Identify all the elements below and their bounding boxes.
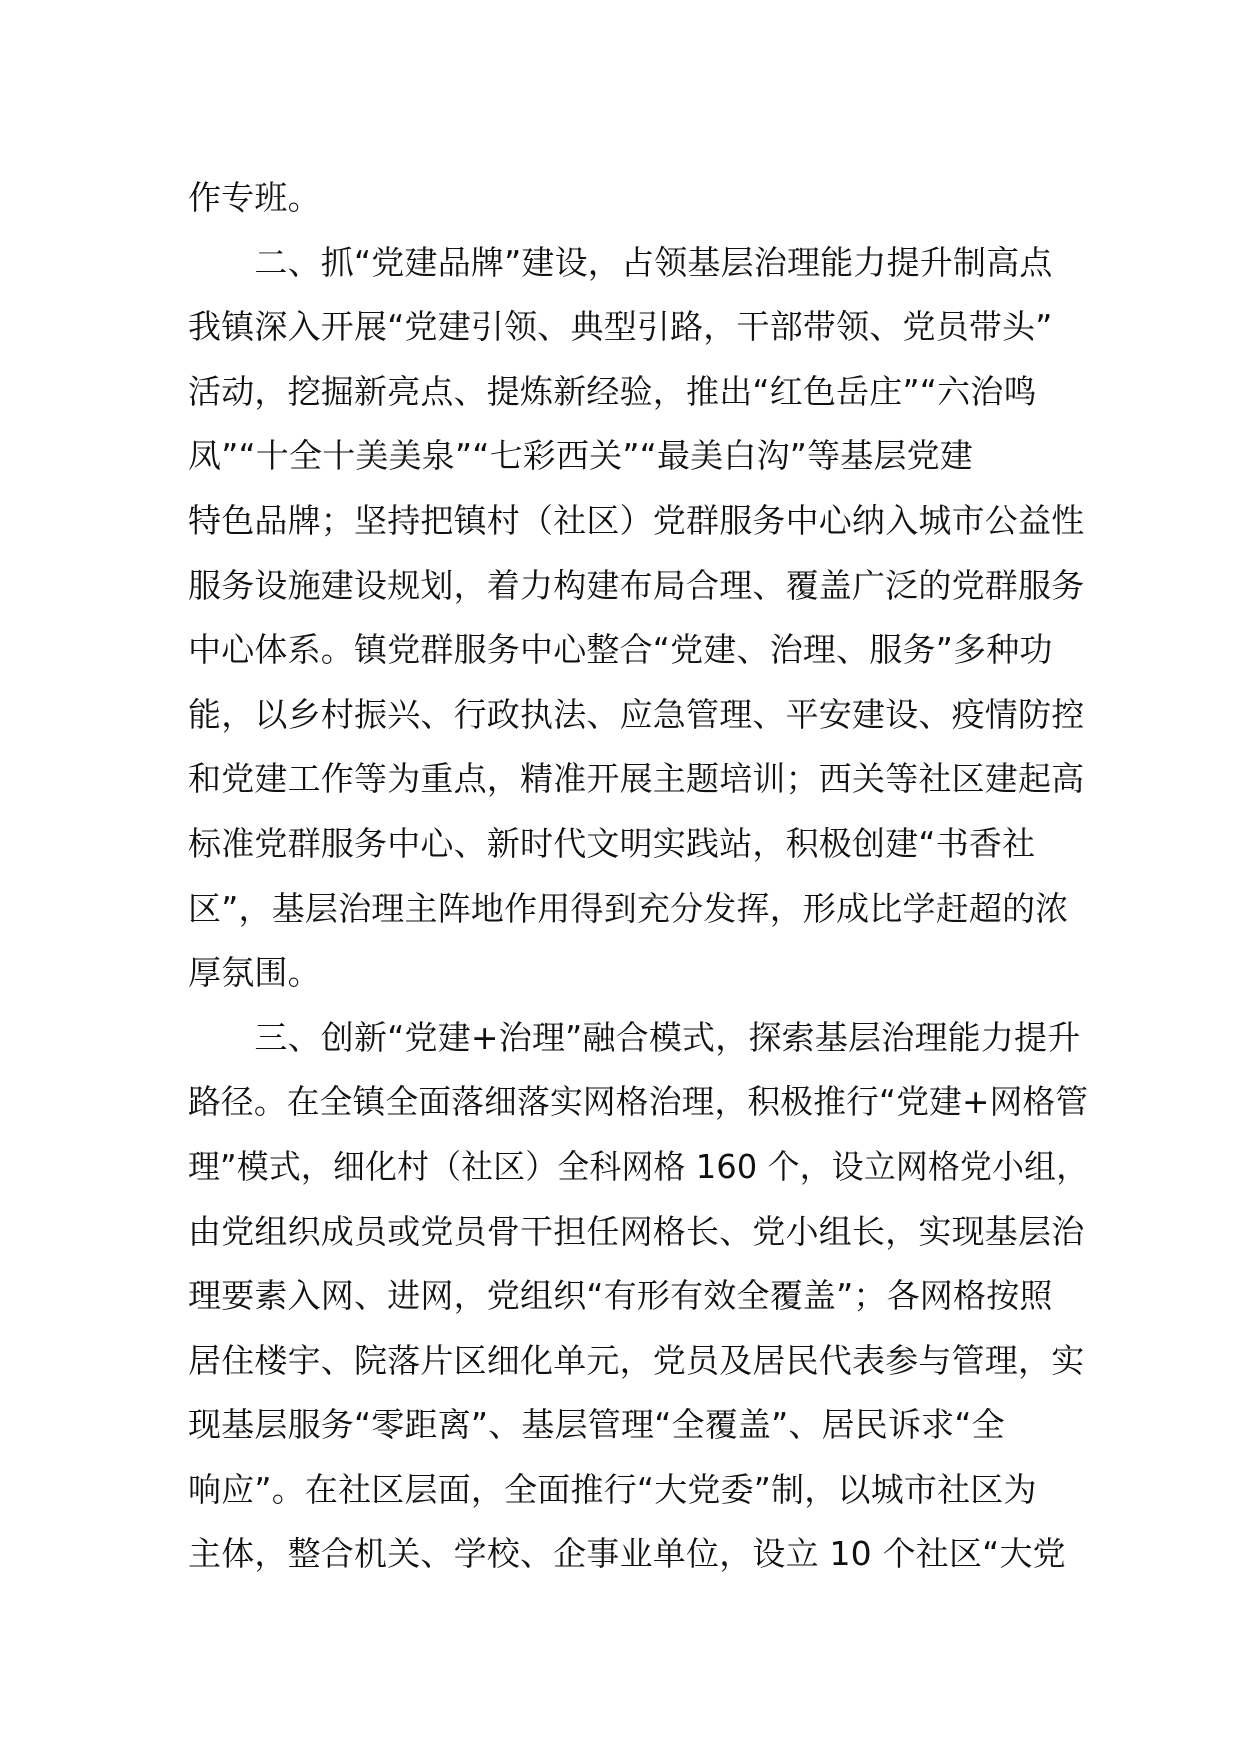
text-line: 主体，整合机关、学校、企事业单位，设立 10 个社区“大党 xyxy=(188,1534,1066,1574)
text-line: 理要素入网、进网，党组织“有形有效全覆盖”；各网格按照 xyxy=(188,1276,1053,1316)
text-line: 由党组织成员或党员骨干担任网格长、党小组长，实现基层治 xyxy=(188,1211,1085,1251)
text-line: 和党建工作等为重点，精准开展主题培训；西关等社区建起高 xyxy=(188,759,1085,799)
text-line: 活动，挖掘新亮点、提炼新经验，推出“红色岳庄”“六治鸣 xyxy=(188,371,1037,411)
body-text xyxy=(188,166,1088,1587)
text-line: 路径。在全镇全面落细落实网格治理，积极推行“党建+网格管 xyxy=(188,1082,1089,1122)
text-line: 我镇深入开展“党建引领、典型引路，干部带领、党员带头” xyxy=(188,307,1053,347)
text-line: 标准党群服务中心、新时代文明实践站，积极创建“书香社 xyxy=(188,823,1036,863)
text-line: 居住楼宇、院落片区细化单元，党员及居民代表参与管理，实 xyxy=(188,1340,1085,1380)
text-line: 凤”“十全十美美泉”“七彩西关”“最美白沟”等基层党建 xyxy=(188,436,974,476)
text-line: 特色品牌；坚持把镇村（社区）党群服务中心纳入城市公益性 xyxy=(188,500,1085,540)
text-line: 理”模式，细化村（社区）全科网格 160 个，设立网格党小组， xyxy=(188,1146,1089,1186)
text-line: 作专班。 xyxy=(188,178,321,217)
text-line: 中心体系。镇党群服务中心整合“党建、治理、服务”多种功 xyxy=(188,630,1053,670)
text-line: 响应”。在社区层面，全面推行“大党委”制，以城市社区为 xyxy=(188,1469,1037,1509)
text-line: 服务设施建设规划，着力构建布局合理、覆盖广泛的党群服务 xyxy=(188,565,1085,605)
text-line: 区”，基层治理主阵地作用得到充分发挥，形成比学赶超的浓 xyxy=(188,888,1069,928)
text-line: 现基层服务“零距离”、基层管理“全覆盖”、居民诉求“全 xyxy=(188,1405,1005,1445)
section-heading-line: 二、抓“党建品牌”建设，占领基层治理能力提升制高点 xyxy=(188,242,1053,282)
section-heading-line: 三、创新“党建+治理”融合模式，探索基层治理能力提升 xyxy=(188,1017,1081,1057)
text-line: 厚氛围。 xyxy=(188,953,321,993)
text-line: 能，以乡村振兴、行政执法、应急管理、平安建设、疫情防控 xyxy=(188,694,1085,734)
